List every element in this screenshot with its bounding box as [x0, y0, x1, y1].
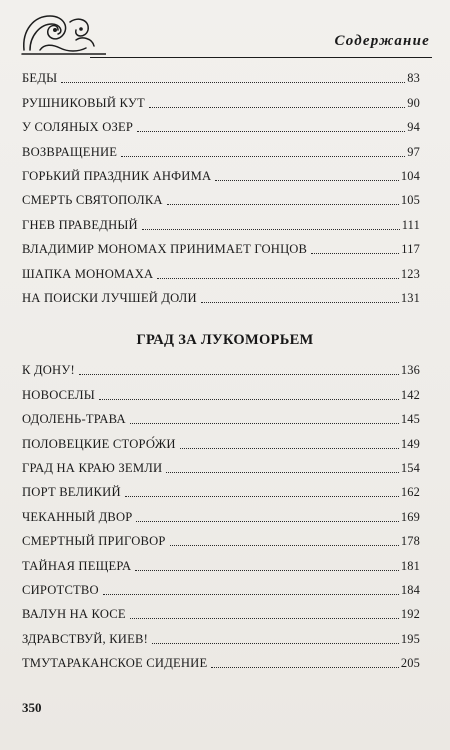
toc-entry-title: ЧЕКАННЫЙ ДВОР: [22, 509, 133, 524]
toc-entry: [22, 257, 420, 281]
toc-entry-title: ТМУТАРАКАНСКОЕ СИДЕНИЕ: [22, 656, 208, 671]
dot-leader: [142, 229, 400, 230]
toc-list-part1: [22, 62, 420, 306]
toc-entry-page: 181: [400, 558, 420, 573]
section-title: ГРАД ЗА ЛУКОМОРЬЕМ: [136, 332, 314, 348]
toc-entry-title: СИРОТСТВО: [22, 582, 99, 597]
toc-entry: [22, 647, 420, 671]
dot-leader: [149, 107, 405, 108]
running-head: Содержание: [334, 33, 430, 49]
toc-entry-title: У СОЛЯНЫХ ОЗЕР: [22, 120, 134, 135]
toc-entry-title: РУШНИКОВЫЙ КУТ: [22, 95, 145, 110]
toc-entry: [22, 500, 420, 524]
toc-entry: [22, 574, 420, 598]
toc-entry-page: 184: [400, 582, 420, 597]
toc-entry-title: БЕДЫ: [22, 71, 58, 86]
toc-entry-title: ГНЕВ ПРАВЕДНЫЙ: [22, 217, 138, 232]
toc-entry-page: 94: [407, 120, 420, 135]
toc-entry-title: ГОРЬКИЙ ПРАЗДНИК АНФИМА: [22, 168, 212, 183]
toc-entry: [22, 208, 420, 232]
toc-entry-page: 145: [400, 412, 420, 427]
page-header: [20, 10, 432, 60]
dot-leader: [130, 618, 399, 619]
toc-entry-title: ОДОЛЕНЬ-ТРАВА: [22, 412, 126, 427]
toc-entry-title: ШАПКА МОНОМАХА: [22, 266, 154, 281]
dot-leader: [311, 253, 399, 254]
toc-entry-title: ЗДРАВСТВУЙ, КИЕВ!: [22, 631, 148, 646]
page-number: 350: [22, 700, 42, 715]
dot-leader: [201, 302, 399, 303]
dot-leader: [99, 399, 399, 400]
toc-entry: [22, 403, 420, 427]
dot-leader: [103, 594, 399, 595]
toc-entry-title: ПОЛОВЕЦКИЕ СТОРО́ЖИ: [22, 436, 176, 451]
toc-entry-title: К ДОНУ!: [22, 363, 75, 378]
toc-entry-title: СМЕРТЬ СВЯТОПОЛКА: [22, 193, 163, 208]
toc-entry: [22, 135, 420, 159]
dot-leader: [137, 131, 405, 132]
dot-leader: [135, 570, 399, 571]
dot-leader: [166, 472, 399, 473]
toc-entry: [22, 622, 420, 646]
toc-entry-title: ТАЙНАЯ ПЕЩЕРА: [22, 558, 132, 573]
dot-leader: [157, 278, 399, 279]
toc-entry-page: 111: [401, 217, 420, 232]
dot-leader: [136, 521, 398, 522]
toc-entry-title: ВОЗВРАЩЕНИЕ: [22, 144, 118, 159]
dot-leader: [79, 374, 399, 375]
toc-entry: [22, 160, 420, 184]
toc-entry: [22, 549, 420, 573]
toc-entry: [22, 86, 420, 110]
dot-leader: [211, 667, 398, 668]
dot-leader: [130, 423, 399, 424]
toc-entry: [22, 111, 420, 135]
toc-entry-page: 104: [400, 168, 420, 183]
toc-entry-page: 131: [400, 290, 420, 305]
toc-entry: [22, 233, 420, 257]
toc-entry-title: СМЕРТНЫЙ ПРИГОВОР: [22, 534, 166, 549]
dot-leader: [121, 156, 405, 157]
toc-entry: [22, 282, 420, 306]
dot-leader: [167, 204, 399, 205]
toc-entry-title: ГРАД НА КРАЮ ЗЕМЛИ: [22, 460, 163, 475]
toc-list-part2: [22, 354, 420, 671]
dot-leader: [61, 82, 405, 83]
toc-entry-page: 90: [407, 95, 420, 110]
toc-entry: [22, 354, 420, 378]
toc-entry: [22, 525, 420, 549]
toc-entry: [22, 427, 420, 451]
toc-entry: [22, 452, 420, 476]
toc-entry: [22, 184, 420, 208]
toc-entry-page: 192: [400, 607, 420, 622]
toc-entry-page: 149: [400, 436, 420, 451]
toc-entry-title: НОВОСЕЛЫ: [22, 387, 95, 402]
toc-entry-page: 142: [400, 387, 420, 402]
toc-entry: [22, 598, 420, 622]
dot-leader: [125, 496, 399, 497]
toc-entry-page: 195: [400, 631, 420, 646]
toc-entry-title: ВАЛУН НА КОСЕ: [22, 607, 126, 622]
toc-entry: [22, 476, 420, 500]
dot-leader: [215, 180, 399, 181]
toc-entry-page: 136: [400, 363, 420, 378]
toc-entry-page: 117: [401, 242, 420, 257]
toc-entry-title: НА ПОИСКИ ЛУЧШЕЙ ДОЛИ: [22, 290, 197, 305]
toc-entry-page: 123: [400, 266, 420, 281]
toc-entry-page: 105: [400, 193, 420, 208]
dot-leader: [180, 448, 399, 449]
toc-entry-page: 97: [407, 144, 420, 159]
toc-entry-title: ПОРТ ВЕЛИКИЙ: [22, 485, 121, 500]
header-rule: [90, 57, 432, 58]
toc-entry-page: 154: [400, 460, 420, 475]
toc-entry-page: 83: [407, 71, 420, 86]
toc-entry: [22, 378, 420, 402]
dot-leader: [152, 643, 399, 644]
toc-entry-page: 178: [400, 534, 420, 549]
dot-leader: [170, 545, 399, 546]
toc-entry: [22, 62, 420, 86]
toc-entry-page: 162: [400, 485, 420, 500]
toc-entry-page: 205: [400, 656, 420, 671]
scroll-ornament-icon: [20, 10, 106, 56]
toc-entry-title: ВЛАДИМИР МОНОМАХ ПРИНИМАЕТ ГОНЦОВ: [22, 242, 308, 257]
toc-entry-page: 169: [400, 509, 420, 524]
